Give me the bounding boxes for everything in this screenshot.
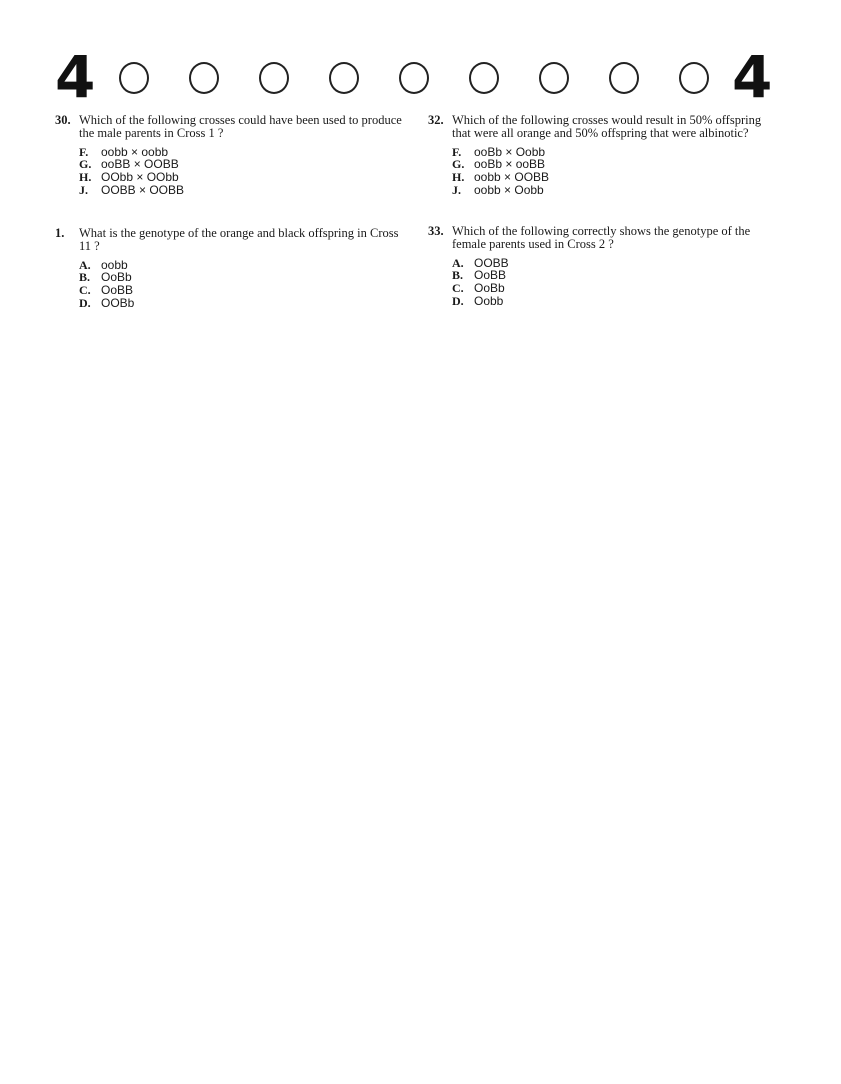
answer-bubble-circle xyxy=(539,62,569,94)
answer-option-d[interactable] xyxy=(79,297,405,310)
question-33 xyxy=(428,225,773,308)
answer-bubble-circle xyxy=(469,62,499,94)
question-stem xyxy=(428,225,773,251)
option-text: oobb × OOBB xyxy=(474,170,550,185)
question-number: 1. xyxy=(55,226,65,240)
option-text: oobb × oobb xyxy=(101,144,169,159)
option-letter: G. xyxy=(452,157,465,172)
question-1 xyxy=(55,227,405,310)
answer-bubble-circle xyxy=(399,62,429,94)
answer-option-j[interactable] xyxy=(79,184,405,197)
option-letter: H. xyxy=(452,170,465,185)
option-letter: B. xyxy=(79,270,91,285)
question-number: 33. xyxy=(428,224,444,238)
question-number: 30. xyxy=(55,113,71,127)
answer-option-d[interactable] xyxy=(452,295,773,308)
option-text: Oobb xyxy=(474,293,504,308)
option-letter: C. xyxy=(452,281,464,296)
question-stem xyxy=(55,227,405,253)
answer-bubble-circle xyxy=(609,62,639,94)
option-text: OOBB xyxy=(474,255,509,270)
option-letter: A. xyxy=(79,257,91,272)
option-text: OoBB xyxy=(474,268,507,283)
option-letter: G. xyxy=(79,157,92,172)
option-letter: D. xyxy=(79,295,91,310)
option-text: ooBb × ooBB xyxy=(474,157,546,172)
option-text: ooBB × OOBB xyxy=(101,157,179,172)
question-stem xyxy=(55,114,405,140)
option-letter: F. xyxy=(452,144,462,159)
option-text: OoBb xyxy=(474,281,505,296)
option-letter: C. xyxy=(79,283,91,298)
option-letter: F. xyxy=(79,144,89,159)
question-32 xyxy=(428,114,773,197)
answer-options xyxy=(428,257,773,308)
question-text: Which of the following correctly shows the genotype of the female parents used in Cross 2 ? xyxy=(452,224,751,251)
option-letter: H. xyxy=(79,170,92,185)
section-number-right: 4 xyxy=(732,43,773,111)
answer-options xyxy=(428,146,773,197)
answer-bubble-circle xyxy=(329,62,359,94)
option-text: oobb xyxy=(101,257,128,272)
option-text: oobb × Oobb xyxy=(474,182,544,197)
question-text: Which of the following crosses could have been used to produce the male parents in Cross 1 ? xyxy=(79,113,402,140)
option-text: OoBb xyxy=(101,270,132,285)
answer-bubble-circle xyxy=(679,62,709,94)
option-letter: B. xyxy=(452,268,464,283)
answer-bubble-circle xyxy=(189,62,219,94)
option-text: OOBb xyxy=(101,295,135,310)
option-letter: J. xyxy=(452,182,461,197)
section-number-left: 4 xyxy=(55,43,96,111)
option-letter: J. xyxy=(79,182,88,197)
question-text: What is the genotype of the orange and black offspring in Cross 11 ? xyxy=(79,226,399,253)
question-number: 32. xyxy=(428,113,444,127)
option-letter: D. xyxy=(452,293,464,308)
page-header xyxy=(0,0,841,110)
question-30 xyxy=(55,114,405,197)
answer-bubble-circle xyxy=(119,62,149,94)
option-text: OOBB × OOBB xyxy=(101,182,185,197)
question-text: Which of the following crosses would result in 50% offspring that were all orange and 50% offspring that were albinotic? xyxy=(452,113,762,140)
option-text: ooBb × Oobb xyxy=(474,144,546,159)
answer-bubble-circle xyxy=(259,62,289,94)
option-text: OObb × OObb xyxy=(101,170,179,185)
answer-options xyxy=(55,259,405,310)
answer-options xyxy=(55,146,405,197)
option-text: OoBB xyxy=(101,283,134,298)
answer-option-j[interactable] xyxy=(452,184,773,197)
question-stem xyxy=(428,114,773,140)
option-letter: A. xyxy=(452,255,464,270)
